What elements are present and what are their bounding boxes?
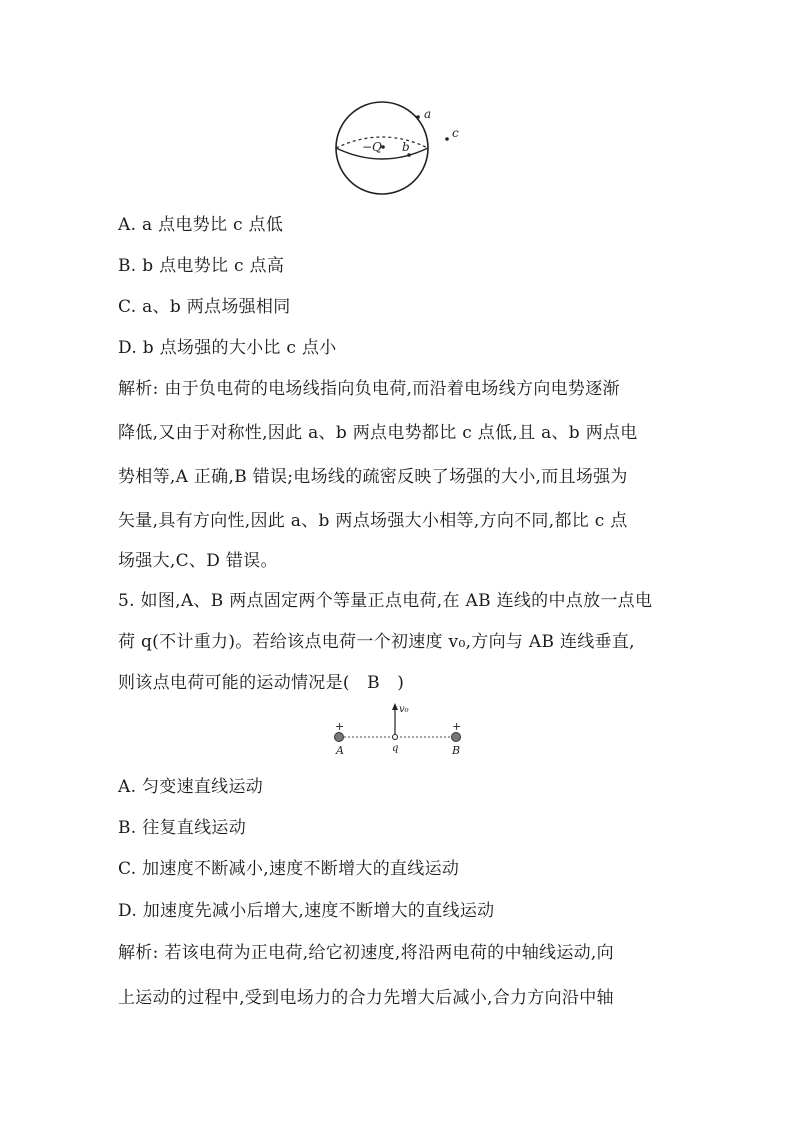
q5-option-d: D. 加速度先减小后增大,速度不断增大的直线运动 [118,901,495,921]
q4-analysis-line-2: 降低,又由于对称性,因此 a、b 两点电势都比 c 点低,且 a、b 两点电 [118,423,638,443]
q4-analysis-line-5: 场强大,C、D 错误。 [118,551,278,571]
q4-option-a: A. a 点电势比 c 点低 [118,215,284,235]
q4-analysis-line-1: 解析: 由于负电荷的电场线指向负电荷,而沿着电场线方向电势逐渐 [118,379,620,399]
plus-right-label: + [452,720,462,733]
point-b-label: b [402,140,410,154]
q5-stem-line-3: 则该点电荷可能的运动情况是( B ) [118,673,405,693]
b-label: B [452,744,461,757]
q4-analysis-line-3: 势相等,A 正确,B 错误;电场线的疏密反映了场强的大小,而且场强为 [118,467,628,487]
q5-option-c: C. 加速度不断减小,速度不断增大的直线运动 [118,859,460,879]
point-c-label: c [452,126,459,140]
sphere-diagram [330,100,470,200]
q5-stem-line-2: 荷 q(不计重力)。若给该点电荷一个初速度 v₀,方向与 AB 连线垂直, [118,632,635,652]
q5-option-a: A. 匀变速直线运动 [118,777,264,797]
v0-arrow-head [392,703,398,710]
q5-analysis-line-1: 解析: 若该电荷为正电荷,给它初速度,将沿两电荷的中轴线运动,向 [118,943,614,963]
charge-label: −Q [362,140,382,154]
charge-a-circle [335,733,344,742]
charge-q-circle [393,735,398,740]
plus-left-label: + [335,720,345,733]
sphere-figure [330,100,470,200]
point-a-label: a [424,107,432,121]
point-a-dot [416,115,420,119]
charge-b-circle [452,733,461,742]
charges-diagram [328,700,468,762]
q5-option-b: B. 往复直线运动 [118,818,246,838]
point-c-dot [445,137,449,141]
equator-front [336,148,428,159]
a-label: A [336,744,344,757]
v0-label: v₀ [399,704,409,715]
q5-stem-line-1: 5. 如图,A、B 两点固定两个等量正点电荷,在 AB 连线的中点放一点电 [118,591,653,611]
q-label: q [392,743,399,754]
q4-option-c: C. a、b 两点场强相同 [118,297,291,317]
q4-analysis-line-4: 矢量,具有方向性,因此 a、b 两点场强大小相等,方向不同,都比 c 点 [118,511,628,531]
q4-option-b: B. b 点电势比 c 点高 [118,256,285,276]
q5-analysis-line-2: 上运动的过程中,受到电场力的合力先增大后减小,合力方向沿中轴 [118,988,614,1008]
charges-figure [328,700,468,762]
q4-option-d: D. b 点场强的大小比 c 点小 [118,338,337,358]
